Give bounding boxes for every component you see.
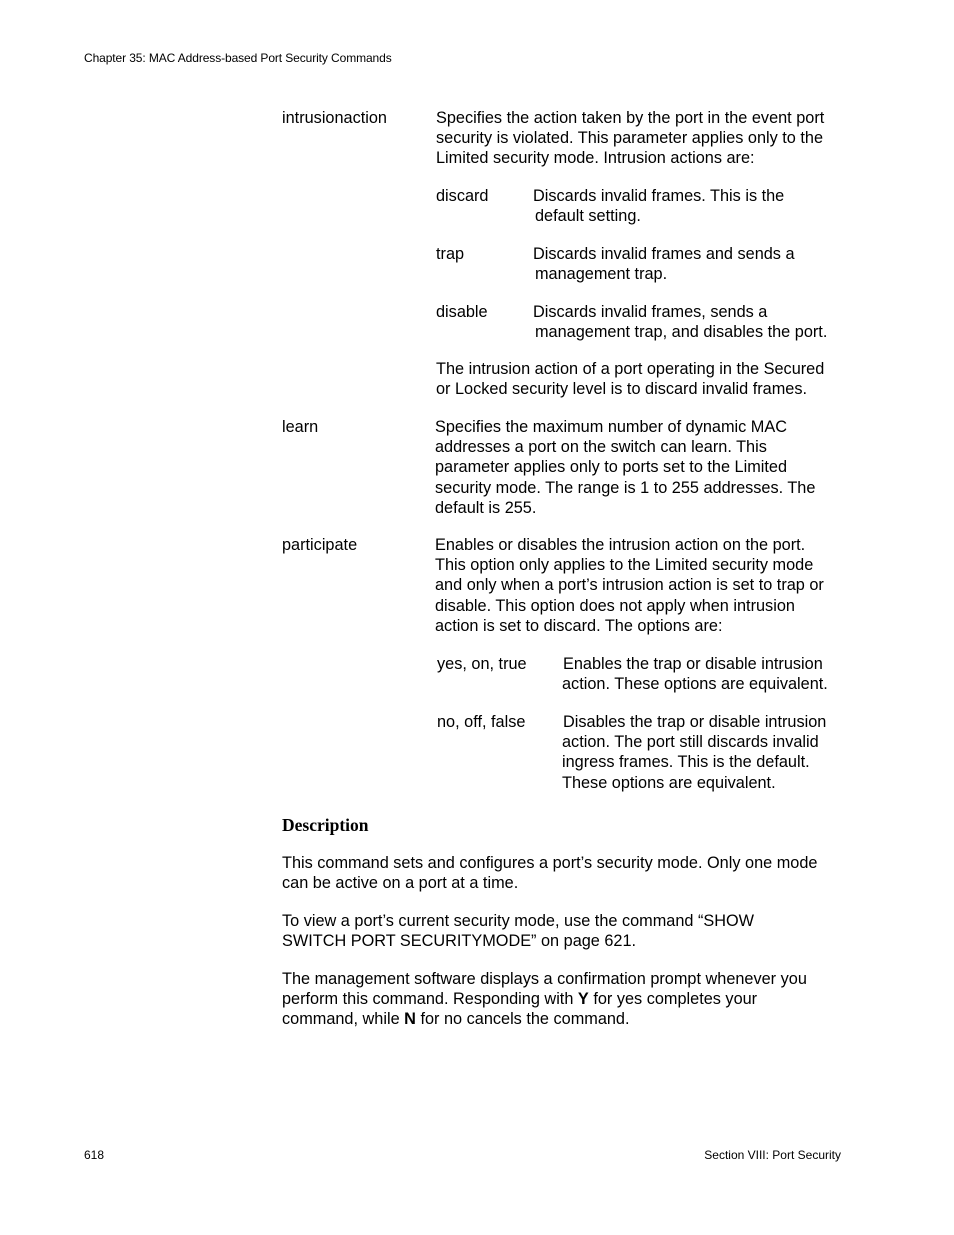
def-line: default setting. bbox=[535, 207, 641, 226]
para-line bbox=[282, 989, 847, 1009]
description-paragraph-3 bbox=[282, 969, 847, 1030]
running-header: Chapter 35: MAC Address-based Port Security Commands bbox=[84, 51, 392, 65]
option-def-yes bbox=[563, 654, 828, 694]
param-def-intrusionaction bbox=[436, 108, 846, 169]
option-def-trap bbox=[533, 244, 795, 284]
text-run: for yes completes your bbox=[588, 990, 758, 1009]
param-term-learn: learn bbox=[282, 418, 319, 436]
def-line: This option only applies to the Limited security mode bbox=[435, 556, 814, 575]
option-term-no: no, off, false bbox=[437, 713, 526, 731]
def-line: Specifies the maximum number of dynamic MAC bbox=[435, 418, 787, 436]
def-line: action is set to discard. The options are: bbox=[435, 616, 723, 635]
def-line: Discards invalid frames, sends a bbox=[533, 303, 768, 321]
def-line: These options are equivalent. bbox=[562, 773, 776, 792]
text-run: for no cancels the command. bbox=[415, 1010, 630, 1029]
running-footer-section: Section VIII: Port Security bbox=[704, 1148, 841, 1162]
def-line: Enables the trap or disable intrusion bbox=[563, 655, 823, 673]
def-line: security is violated. This parameter applies only to the bbox=[436, 129, 824, 148]
para-line: To view a port’s current security mode, use the command “SHOW bbox=[282, 912, 755, 930]
option-def-disable bbox=[533, 302, 827, 342]
option-term-trap: trap bbox=[436, 245, 465, 263]
def-line: disable. This option does not apply when intrusion bbox=[435, 596, 795, 615]
option-def-no bbox=[563, 712, 826, 793]
def-line: or Locked security level is to discard invalid frames. bbox=[436, 380, 808, 399]
def-line: action. These options are equivalent. bbox=[562, 675, 828, 694]
para-line: can be active on a port at a time. bbox=[282, 874, 519, 893]
param-term-participate: participate bbox=[282, 536, 358, 554]
option-term-yes: yes, on, true bbox=[437, 655, 527, 673]
def-line: parameter applies only to ports set to the Limited bbox=[435, 458, 788, 477]
intrusionaction-note bbox=[436, 359, 846, 399]
def-line: addresses a port on the switch can learn. This bbox=[435, 438, 767, 457]
param-def-learn bbox=[435, 417, 845, 518]
text-run: perform this command. Responding with bbox=[282, 990, 578, 1009]
section-heading-description: Description bbox=[282, 815, 369, 835]
def-line: Disables the trap or disable intrusion bbox=[563, 713, 827, 731]
description-paragraph-1 bbox=[282, 853, 847, 893]
def-line: management trap, and disables the port. bbox=[535, 323, 828, 342]
option-term-discard: discard bbox=[436, 187, 489, 205]
def-line: Specifies the action taken by the port in the event port bbox=[436, 109, 825, 127]
description-paragraph-2 bbox=[282, 911, 847, 951]
def-line: Enables or disables the intrusion action on the port. bbox=[435, 536, 806, 554]
def-line: Discards invalid frames. This is the bbox=[533, 187, 785, 205]
def-line: ingress frames. This is the default. bbox=[562, 753, 810, 772]
def-line: Limited security mode. Intrusion actions are: bbox=[436, 149, 755, 168]
para-line: This command sets and configures a port’s security mode. Only one mode bbox=[282, 854, 818, 872]
para-line bbox=[282, 1009, 847, 1029]
def-line: and only when a port’s intrusion action is set to trap or bbox=[435, 576, 824, 595]
para-line: The management software displays a confirmation prompt whenever you bbox=[282, 970, 807, 988]
para-line: SWITCH PORT SECURITYMODE” on page 621. bbox=[282, 932, 637, 951]
def-line: default is 255. bbox=[435, 498, 537, 517]
key-y: Y bbox=[577, 990, 589, 1009]
option-term-disable: disable bbox=[436, 303, 488, 321]
def-line: management trap. bbox=[535, 265, 668, 284]
param-term-intrusionaction: intrusionaction bbox=[282, 109, 387, 127]
def-line: security mode. The range is 1 to 255 addresses. The bbox=[435, 478, 816, 497]
key-n: N bbox=[404, 1010, 416, 1029]
def-line: action. The port still discards invalid bbox=[562, 733, 819, 752]
def-line: The intrusion action of a port operating in the Secured bbox=[436, 360, 825, 378]
param-def-participate bbox=[435, 535, 845, 636]
page-number: 618 bbox=[84, 1148, 105, 1162]
def-line: Discards invalid frames and sends a bbox=[533, 245, 795, 263]
text-run: command, while bbox=[282, 1010, 405, 1029]
option-def-discard bbox=[533, 186, 784, 226]
